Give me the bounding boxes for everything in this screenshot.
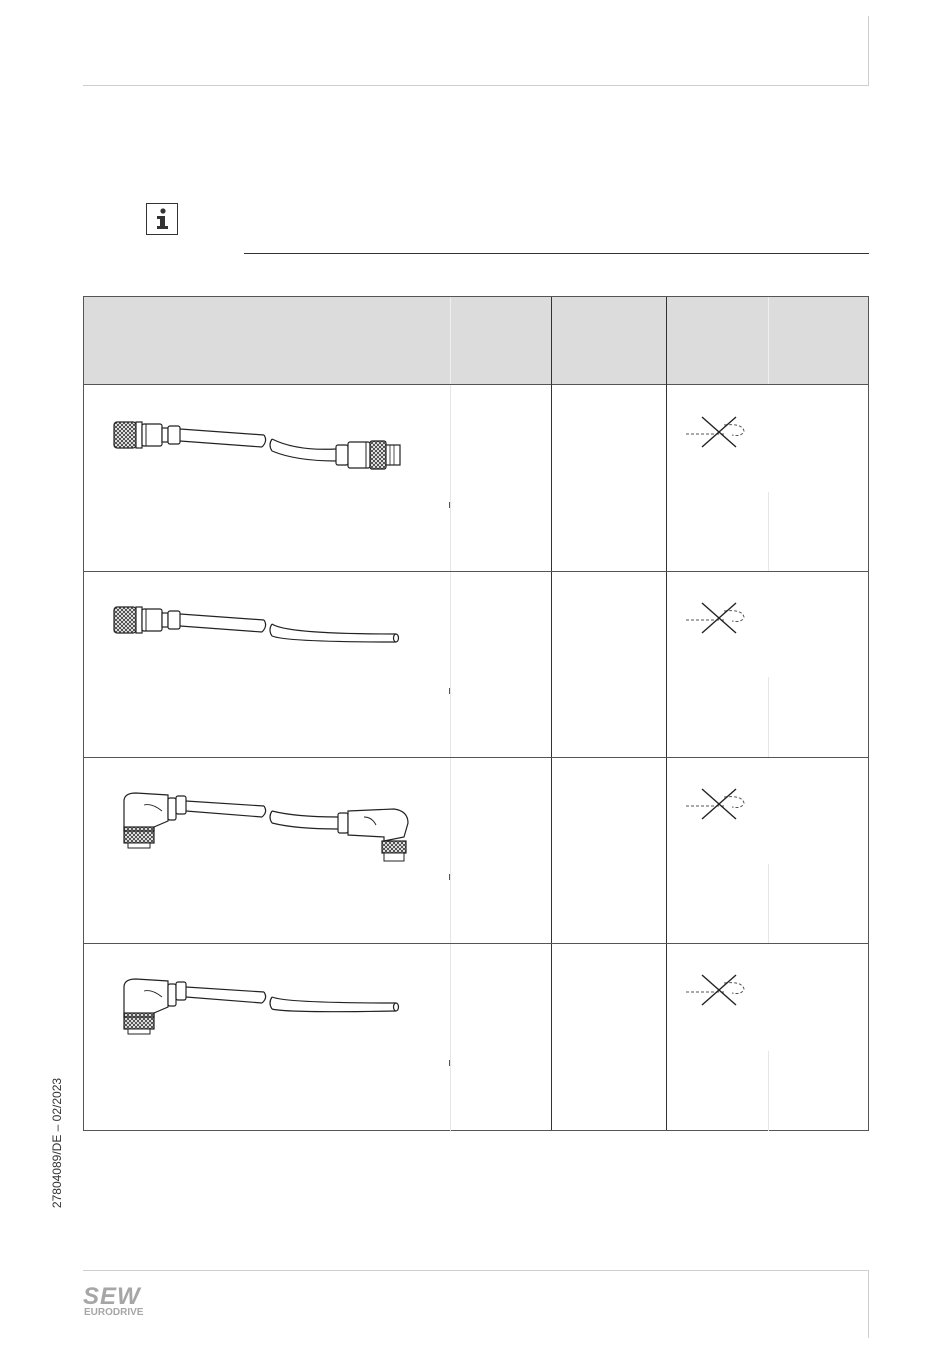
- cable-table: [83, 296, 869, 1131]
- footer-rule: [83, 1270, 869, 1271]
- cable-angled-female-open-end-image: [106, 973, 416, 1043]
- crossed-out-icon: [684, 601, 750, 635]
- column-divider: [551, 297, 552, 1130]
- footer-vertical-rule: [868, 1270, 869, 1338]
- cable-angled-female-angled-male-image: [106, 787, 416, 867]
- sew-eurodrive-logo: [83, 1284, 155, 1318]
- cable-straight-female-open-end-image: [106, 602, 416, 652]
- row-divider: [84, 943, 868, 944]
- info-rule: [244, 253, 869, 254]
- row-divider: [84, 757, 868, 758]
- svg-text:SEW: SEW: [83, 1284, 141, 1310]
- crossed-out-icon: [684, 973, 750, 1007]
- crossed-out-icon: [684, 787, 750, 821]
- header-rule: [83, 85, 869, 86]
- column-divider: [666, 297, 667, 1130]
- row-divider: [84, 571, 868, 572]
- svg-text:EURODRIVE: EURODRIVE: [84, 1307, 144, 1318]
- table-header: [84, 297, 868, 385]
- crossed-out-icon: [684, 415, 750, 449]
- cable-straight-female-straight-male-image: [106, 417, 416, 477]
- header-vertical-rule: [868, 16, 869, 86]
- info-icon: [146, 203, 178, 235]
- document-id: 27804089/DE – 02/2023: [50, 1077, 64, 1209]
